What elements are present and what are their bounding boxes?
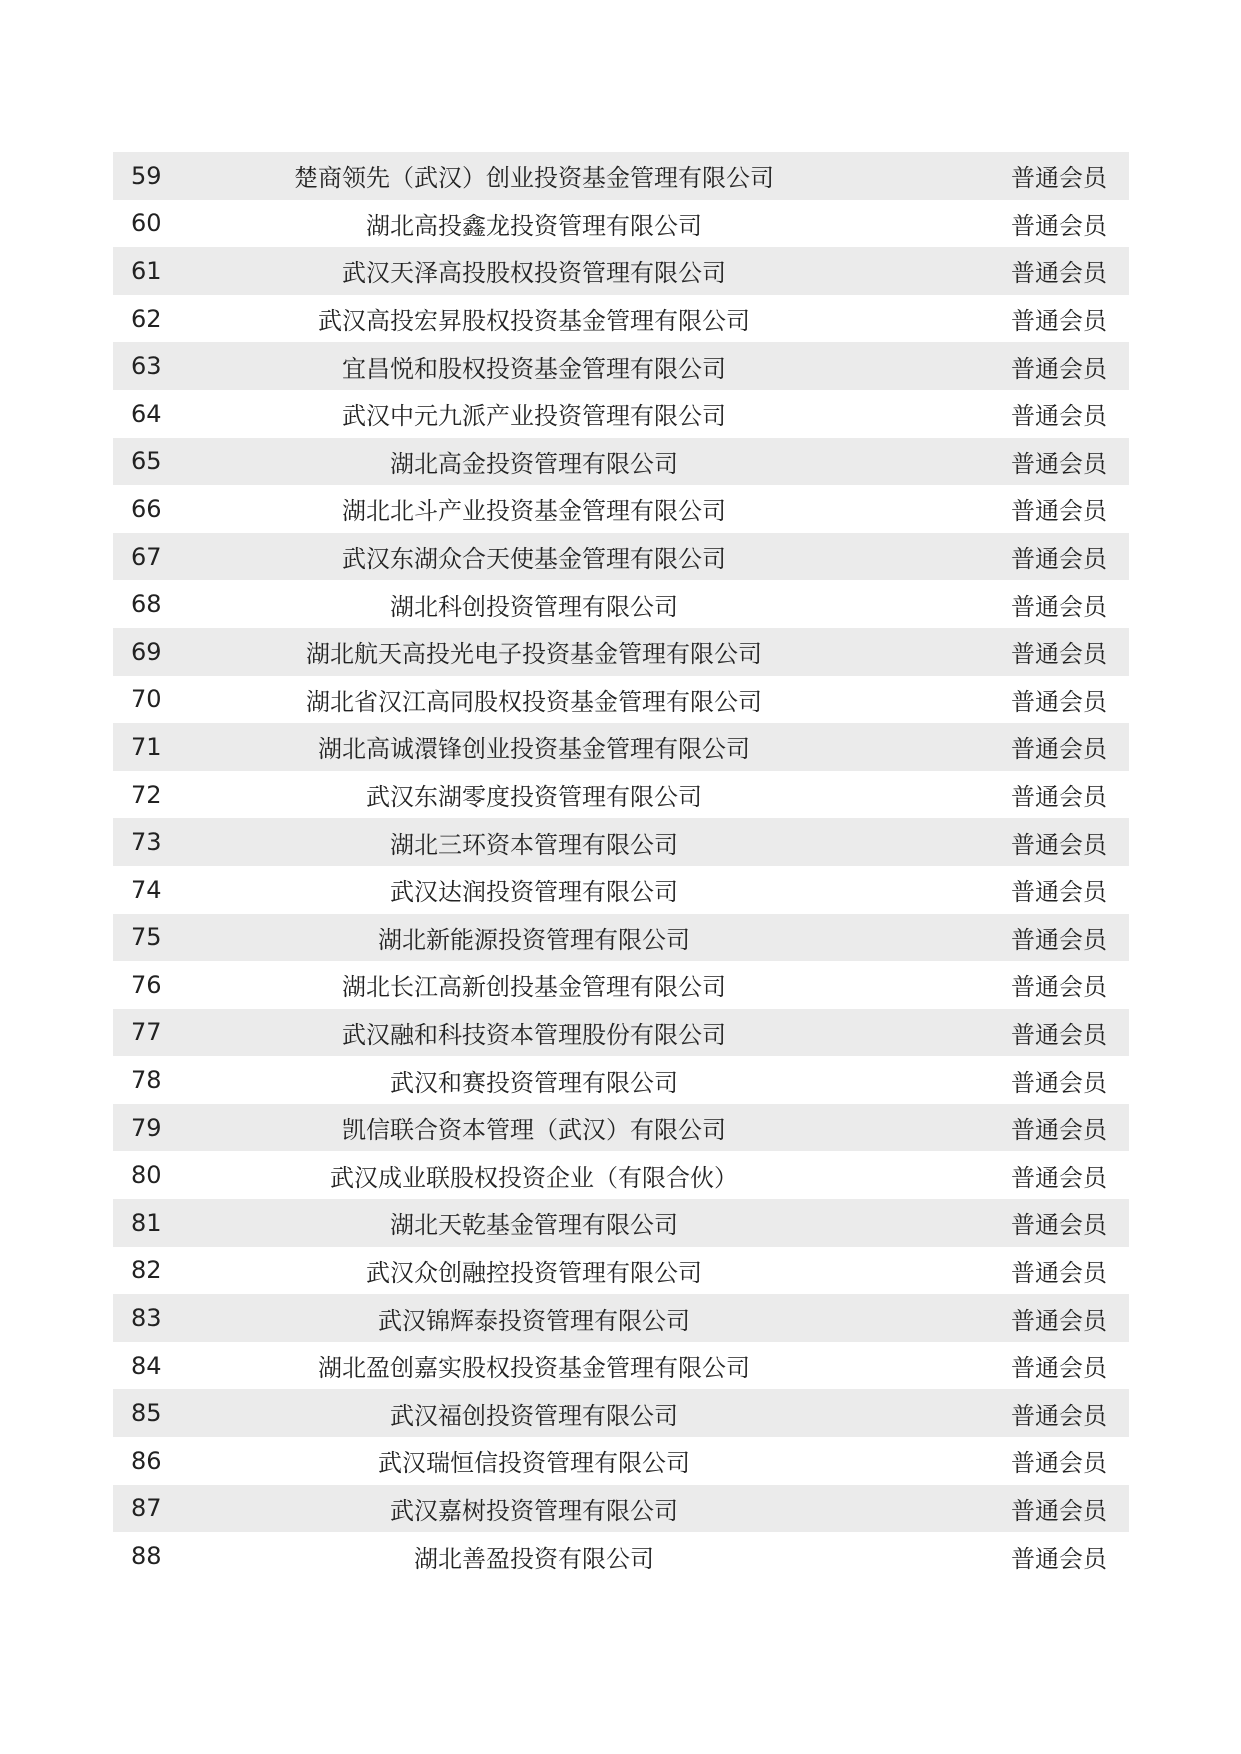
company-name: 武汉东湖零度投资管理有限公司 [366,783,702,812]
table-row [113,438,1129,486]
membership-type: 普通会员 [1011,402,1107,431]
company-name: 武汉瑞恒信投资管理有限公司 [378,1449,690,1478]
table-row [113,1437,1129,1485]
row-number: 78 [131,1066,162,1095]
table-row [113,914,1129,962]
table-row [113,1485,1129,1533]
membership-type: 普通会员 [1011,1306,1107,1335]
row-number: 66 [131,494,162,523]
row-number: 59 [131,161,162,190]
company-name: 湖北航天高投光电子投资基金管理有限公司 [306,640,762,669]
company-name: 武汉高投宏昇股权投资基金管理有限公司 [318,307,750,336]
company-name: 宜昌悦和股权投资基金管理有限公司 [342,354,726,383]
row-number: 84 [131,1351,162,1380]
table-row [113,295,1129,343]
table-row [113,1342,1129,1390]
table-row [113,390,1129,438]
table-row [113,818,1129,866]
membership-type: 普通会员 [1011,211,1107,240]
membership-type: 普通会员 [1011,878,1107,907]
row-number: 63 [131,352,162,381]
row-number: 73 [131,828,162,857]
company-name: 湖北省汉江高同股权投资基金管理有限公司 [306,687,762,716]
membership-type: 普通会员 [1011,925,1107,954]
membership-type: 普通会员 [1011,1449,1107,1478]
row-number: 81 [131,1208,162,1237]
company-name: 武汉东湖众合天使基金管理有限公司 [342,545,726,574]
company-name: 湖北北斗产业投资基金管理有限公司 [342,497,726,526]
row-number: 74 [131,875,162,904]
row-number: 75 [131,923,162,952]
row-number: 68 [131,590,162,619]
row-number: 85 [131,1399,162,1428]
row-number: 72 [131,780,162,809]
company-name: 湖北新能源投资管理有限公司 [378,925,690,954]
membership-type: 普通会员 [1011,259,1107,288]
membership-type: 普通会员 [1011,783,1107,812]
company-name: 武汉锦辉泰投资管理有限公司 [378,1306,690,1335]
company-name: 湖北高金投资管理有限公司 [390,449,678,478]
company-name: 湖北天乾基金管理有限公司 [390,1211,678,1240]
table-row [113,866,1129,914]
company-name: 武汉融和科技资本管理股份有限公司 [342,1020,726,1049]
company-name: 湖北盈创嘉实股权投资基金管理有限公司 [318,1354,750,1383]
company-name: 武汉成业联股权投资企业（有限合伙） [330,1163,738,1192]
table-row [113,1104,1129,1152]
table-row [113,771,1129,819]
company-name: 武汉福创投资管理有限公司 [390,1401,678,1430]
member-table [113,152,1129,1580]
membership-type: 普通会员 [1011,592,1107,621]
membership-type: 普通会员 [1011,1068,1107,1097]
membership-type: 普通会员 [1011,1401,1107,1430]
company-name: 武汉达润投资管理有限公司 [390,878,678,907]
table-row [113,342,1129,390]
row-number: 80 [131,1161,162,1190]
table-row [113,533,1129,581]
company-name: 湖北高投鑫龙投资管理有限公司 [366,211,702,240]
company-name: 武汉天泽高投股权投资管理有限公司 [342,259,726,288]
row-number: 71 [131,732,162,761]
membership-type: 普通会员 [1011,1020,1107,1049]
row-number: 70 [131,685,162,714]
membership-type: 普通会员 [1011,1211,1107,1240]
table-row [113,961,1129,1009]
company-name: 湖北三环资本管理有限公司 [390,830,678,859]
row-number: 82 [131,1256,162,1285]
row-number: 62 [131,304,162,333]
membership-type: 普通会员 [1011,449,1107,478]
membership-type: 普通会员 [1011,1544,1107,1573]
membership-type: 普通会员 [1011,640,1107,669]
table-row [113,485,1129,533]
table-row [113,1199,1129,1247]
membership-type: 普通会员 [1011,973,1107,1002]
table-row [113,628,1129,676]
table-row [113,676,1129,724]
company-name: 湖北高诚澴锋创业投资基金管理有限公司 [318,735,750,764]
table-row [113,200,1129,248]
table-row [113,1056,1129,1104]
row-number: 60 [131,209,162,238]
membership-type: 普通会员 [1011,1354,1107,1383]
row-number: 67 [131,542,162,571]
membership-type: 普通会员 [1011,497,1107,526]
row-number: 64 [131,399,162,428]
table-row [113,247,1129,295]
row-number: 88 [131,1542,162,1571]
table-row [113,1009,1129,1057]
membership-type: 普通会员 [1011,164,1107,193]
company-name: 武汉众创融控投资管理有限公司 [366,1258,702,1287]
company-name: 武汉中元九派产业投资管理有限公司 [342,402,726,431]
membership-type: 普通会员 [1011,1163,1107,1192]
company-name: 湖北善盈投资有限公司 [414,1544,654,1573]
row-number: 69 [131,637,162,666]
row-number: 86 [131,1446,162,1475]
table-row [113,1151,1129,1199]
table-row [113,1294,1129,1342]
membership-type: 普通会员 [1011,687,1107,716]
row-number: 83 [131,1304,162,1333]
company-name: 武汉和赛投资管理有限公司 [390,1068,678,1097]
company-name: 凯信联合资本管理（武汉）有限公司 [342,1116,726,1145]
membership-type: 普通会员 [1011,1116,1107,1145]
row-number: 76 [131,970,162,999]
row-number: 61 [131,256,162,285]
membership-type: 普通会员 [1011,545,1107,574]
table-row [113,152,1129,200]
membership-type: 普通会员 [1011,735,1107,764]
membership-type: 普通会员 [1011,1496,1107,1525]
table-row [113,580,1129,628]
row-number: 87 [131,1494,162,1523]
table-row [113,1532,1129,1580]
company-name: 湖北长江高新创投基金管理有限公司 [342,973,726,1002]
row-number: 77 [131,1018,162,1047]
table-row [113,1247,1129,1295]
company-name: 楚商领先（武汉）创业投资基金管理有限公司 [294,164,774,193]
membership-type: 普通会员 [1011,1258,1107,1287]
table-row [113,723,1129,771]
membership-type: 普通会员 [1011,354,1107,383]
membership-type: 普通会员 [1011,830,1107,859]
membership-type: 普通会员 [1011,307,1107,336]
row-number: 79 [131,1113,162,1142]
company-name: 湖北科创投资管理有限公司 [390,592,678,621]
company-name: 武汉嘉树投资管理有限公司 [390,1496,678,1525]
row-number: 65 [131,447,162,476]
table-row [113,1389,1129,1437]
